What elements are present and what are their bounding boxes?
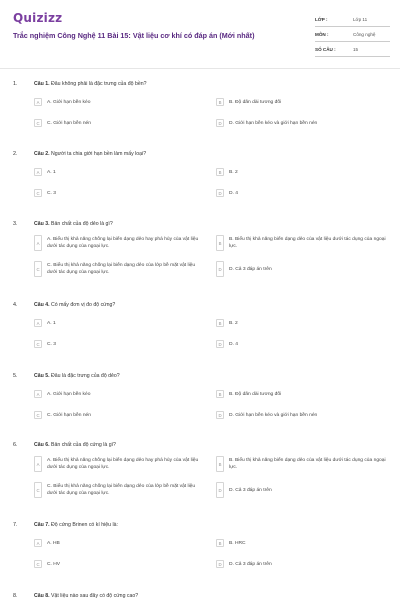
- option-text: A. 1: [47, 320, 56, 326]
- answer-option-d[interactable]: [216, 560, 386, 568]
- question-text: [34, 302, 115, 308]
- option-text: D. Cả 3 đáp án trên: [229, 266, 272, 272]
- option-text: D. Giới hạn bền kéo và giới hạn bền nén: [229, 412, 318, 418]
- option-letter-box[interactable]: D: [216, 119, 224, 127]
- question-number: 2.: [13, 151, 18, 157]
- question-label: Câu 2.: [34, 151, 50, 157]
- option-letter-box[interactable]: C: [34, 482, 42, 498]
- question-body: Bản chất của độ cứng là gì?: [51, 442, 116, 448]
- option-letter-box[interactable]: B: [216, 539, 224, 547]
- option-text: B. Biểu thị khả năng biến dạng dẻo của vật liệu dưới tác dụng của ngoại lực.: [229, 237, 386, 249]
- answer-option-a[interactable]: [34, 539, 204, 547]
- answer-option-c[interactable]: [34, 340, 204, 348]
- option-text: C. Giới hạn bền nén: [47, 412, 91, 418]
- answer-option-c[interactable]: [34, 119, 204, 127]
- answer-option-a[interactable]: [34, 235, 204, 251]
- quizizz-logo: Quizizz: [13, 11, 63, 25]
- meta-row-count: [315, 42, 390, 57]
- option-letter-box[interactable]: D: [216, 261, 224, 277]
- option-letter-box[interactable]: A: [34, 456, 42, 472]
- answer-option-d[interactable]: [216, 261, 386, 277]
- option-text: A. Giới hạn bền kéo: [47, 99, 91, 105]
- option-text: B. Độ dãn dài tương đối: [229, 391, 282, 397]
- question-number: 6.: [13, 442, 18, 448]
- question-label: Câu 1.: [34, 81, 50, 87]
- meta-row-class: [315, 12, 390, 27]
- option-letter-box[interactable]: D: [216, 560, 224, 568]
- question-number: 3.: [13, 221, 18, 227]
- answer-option-c[interactable]: [34, 189, 204, 197]
- question-label: Câu 4.: [34, 302, 50, 308]
- question-body: Bản chất của độ dẻo là gì?: [51, 221, 113, 227]
- question-header: [13, 592, 138, 600]
- question-label: Câu 8.: [34, 593, 50, 599]
- option-text: C. Giới hạn bền nén: [47, 120, 91, 126]
- meta-value: Công nghệ: [353, 31, 376, 37]
- option-text: D. Cả 3 đáp án trên: [229, 487, 272, 493]
- option-text: B. 2: [229, 169, 238, 175]
- question-body: Độ cứng Brinen có kí hiệu là:: [51, 522, 118, 528]
- question-number: 5.: [13, 373, 18, 379]
- answer-option-c[interactable]: [34, 261, 204, 277]
- option-text: B. Độ dãn dài tương đối: [229, 99, 282, 105]
- option-letter-box[interactable]: C: [34, 189, 42, 197]
- question-text: [34, 593, 138, 599]
- option-text: C. 3: [47, 190, 56, 196]
- option-text: A. Biểu thị khả năng chống lại biến dạng dẻo hay phá hủy của vật liệu dưới tác dụng của ngoại lực.: [47, 458, 199, 470]
- question-body: Đâu không phải là đặc trưng của độ bền?: [51, 81, 147, 87]
- answer-option-d[interactable]: [216, 411, 386, 419]
- option-text: A. 1: [47, 169, 56, 175]
- question-number: 7.: [13, 522, 18, 528]
- answer-option-d[interactable]: [216, 119, 386, 127]
- question-header: [13, 220, 113, 228]
- option-text: B. Biểu thị khả năng biến dạng dẻo của vật liệu dưới tác dụng của ngoại lực.: [229, 458, 386, 470]
- option-letter-box[interactable]: A: [34, 390, 42, 398]
- question-text: [34, 81, 147, 87]
- option-text: A. Biểu thị khả năng chống lại biến dạng dẻo hay phá hủy của vật liệu dưới tác dụng của ngoại lực.: [47, 237, 199, 249]
- answer-option-b[interactable]: [216, 456, 386, 472]
- question-label: Câu 3.: [34, 221, 50, 227]
- answer-option-c[interactable]: [34, 482, 204, 498]
- option-letter-box[interactable]: C: [34, 119, 42, 127]
- question-body: Có mấy đơn vị đo độ cứng?: [51, 302, 116, 308]
- answer-option-a[interactable]: [34, 319, 204, 327]
- meta-value: 15: [353, 46, 359, 52]
- question-body: Vật liệu nào sau đây có độ cứng cao?: [51, 593, 139, 599]
- question-body: Đâu là đặc trưng của độ dẻo?: [51, 373, 120, 379]
- answer-option-b[interactable]: [216, 539, 386, 547]
- option-text: D. 4: [229, 190, 238, 196]
- option-letter-box[interactable]: C: [34, 340, 42, 348]
- question-text: [34, 522, 118, 528]
- option-text: C. Biểu thị khả năng chống lại biến dạng dẻo của lớp bề mặt vật liệu dưới tác dụng của ngoại lực.: [47, 263, 196, 275]
- question-label: Câu 6.: [34, 442, 50, 448]
- header-divider: [0, 68, 400, 69]
- option-text: C. 3: [47, 341, 56, 347]
- question-header: [13, 80, 147, 88]
- option-letter-box[interactable]: A: [34, 98, 42, 106]
- answer-option-a[interactable]: [34, 456, 204, 472]
- question-number: 4.: [13, 302, 18, 308]
- option-text: D. Cả 3 đáp án trên: [229, 561, 272, 567]
- option-letter-box[interactable]: B: [216, 456, 224, 472]
- answer-option-b[interactable]: [216, 235, 386, 251]
- meta-value: Lớp 11: [353, 16, 368, 22]
- option-letter-box[interactable]: C: [34, 560, 42, 568]
- option-text: D. 4: [229, 341, 238, 347]
- answer-option-b[interactable]: [216, 168, 386, 176]
- option-letter-box[interactable]: B: [216, 235, 224, 251]
- question-header: [13, 301, 115, 309]
- worksheet-title: Trắc nghiệm Công Nghệ 11 Bài 15: Vật liệu cơ khí có đáp án (Mới nhất): [13, 31, 255, 40]
- question-header: [13, 372, 120, 380]
- answer-option-c[interactable]: [34, 560, 204, 568]
- question-label: Câu 5.: [34, 373, 50, 379]
- question-label: Câu 7.: [34, 522, 50, 528]
- option-letter-box[interactable]: A: [34, 539, 42, 547]
- option-text: C. HV: [47, 561, 61, 567]
- option-letter-box[interactable]: D: [216, 189, 224, 197]
- option-text: A. Giới hạn bền kéo: [47, 391, 91, 397]
- option-text: B. 2: [229, 320, 238, 326]
- question-header: [13, 441, 116, 449]
- answer-option-a[interactable]: [34, 390, 204, 398]
- worksheet-header: [0, 0, 400, 70]
- answer-option-b[interactable]: [216, 319, 386, 327]
- option-letter-box[interactable]: D: [216, 411, 224, 419]
- question-header: [13, 521, 118, 529]
- option-letter-box[interactable]: D: [216, 340, 224, 348]
- answer-option-b[interactable]: [216, 390, 386, 398]
- option-letter-box[interactable]: C: [34, 411, 42, 419]
- meta-row-subject: [315, 27, 390, 42]
- question-text: [34, 151, 146, 157]
- question-text: [34, 442, 116, 448]
- answer-option-c[interactable]: [34, 411, 204, 419]
- option-letter-box[interactable]: A: [34, 235, 42, 251]
- option-text: D. Giới hạn bền kéo và giới hạn bền nén: [229, 120, 318, 126]
- meta-key: LỚP :: [315, 16, 328, 22]
- option-letter-box[interactable]: A: [34, 319, 42, 327]
- answer-option-a[interactable]: [34, 168, 204, 176]
- question-header: [13, 150, 146, 158]
- question-number: 8.: [13, 593, 18, 599]
- meta-key: SỐ CÂU :: [315, 46, 336, 52]
- option-text: C. Biểu thị khả năng chống lại biến dạng dẻo của lớp bề mặt vật liệu dưới tác dụng của ngoại lực.: [47, 484, 196, 496]
- option-text: A. HB: [47, 540, 60, 546]
- question-body: Người ta chia giới hạn bền làm mấy loại?: [51, 151, 147, 157]
- worksheet-meta: [315, 12, 390, 57]
- option-letter-box[interactable]: B: [216, 168, 224, 176]
- answer-option-d[interactable]: [216, 340, 386, 348]
- meta-key: MÔN :: [315, 31, 329, 37]
- option-letter-box[interactable]: D: [216, 482, 224, 498]
- option-text: B. HRC: [229, 540, 246, 546]
- option-letter-box[interactable]: C: [34, 261, 42, 277]
- answer-option-d[interactable]: [216, 482, 386, 498]
- question-number: 1.: [13, 81, 18, 87]
- answer-option-b[interactable]: [216, 98, 386, 106]
- answer-option-a[interactable]: [34, 98, 204, 106]
- question-text: [34, 221, 113, 227]
- answer-option-d[interactable]: [216, 189, 386, 197]
- option-letter-box[interactable]: B: [216, 98, 224, 106]
- option-letter-box[interactable]: B: [216, 390, 224, 398]
- question-text: [34, 373, 120, 379]
- option-letter-box[interactable]: A: [34, 168, 42, 176]
- option-letter-box[interactable]: B: [216, 319, 224, 327]
